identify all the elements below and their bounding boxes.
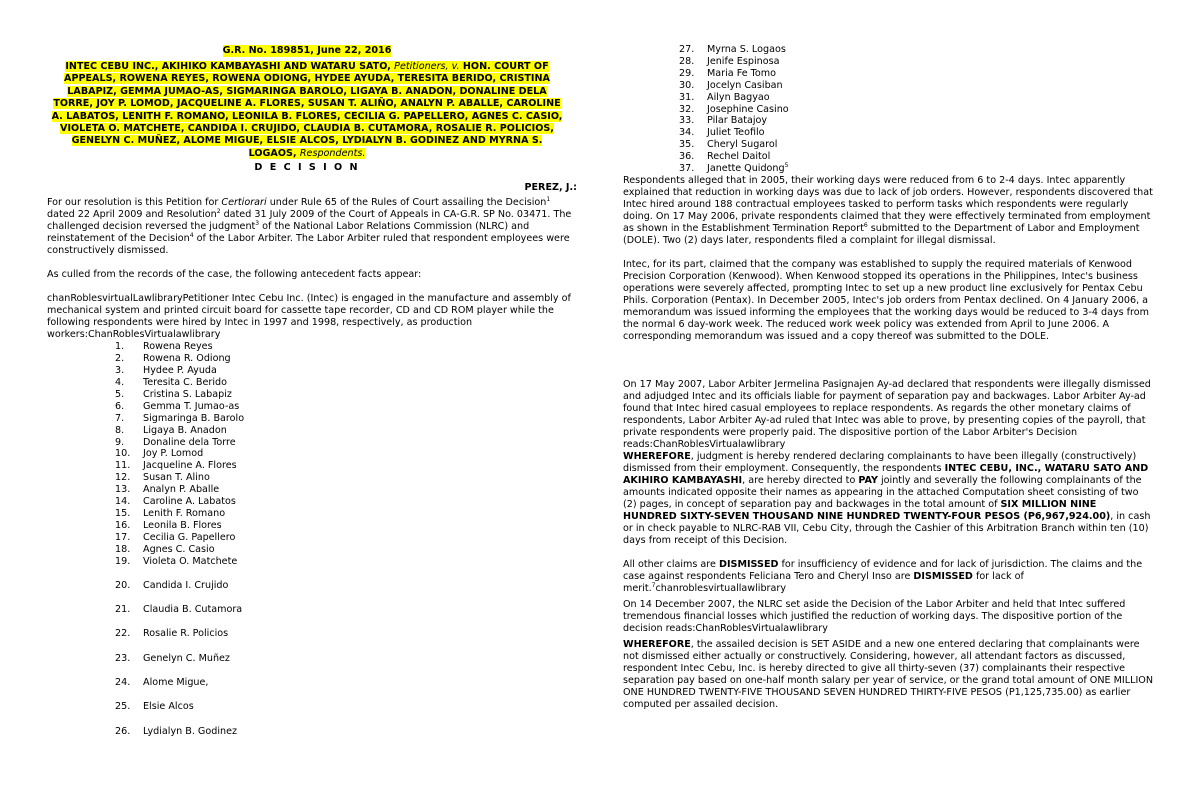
respondent-name: Jocelyn Casiban — [707, 79, 783, 91]
right-page — [623, 0, 1153, 711]
list-number: 37. — [679, 163, 695, 175]
list-item — [115, 544, 577, 556]
respondent-name: Donaline dela Torre — [143, 436, 236, 448]
paragraph-other-claims: All other claims are DISMISSED for insufficiency of evidence and for lack of jurisdiction. The claims and the case against respondents Feliciana Tero and Cheryl Inso are DISMISSED for lack of merit.$^7$chanroblesvirtuallawlibrary — [623, 558, 1143, 594]
respondent-name: Gemma T. Jumao-as — [143, 400, 240, 412]
respondent-name: Hydee P. Ayuda — [143, 365, 217, 377]
list-item — [115, 520, 577, 532]
petitioners-names: INTEC CEBU INC., AKIHIKO KAMBAYASHI AND WATARU SATO, — [65, 61, 391, 72]
list-item — [115, 556, 577, 568]
list-number: 27. — [679, 44, 695, 55]
gr-number: G.R. No. 189851, June 22, 2016 — [222, 45, 392, 56]
respondent-name: Rechel Daitol — [707, 151, 771, 163]
respondent-name: Jenife Espinosa — [707, 55, 780, 67]
respondent-name: Alome Migue, — [143, 677, 209, 689]
respondent-name: Ligaya B. Anadon — [143, 424, 227, 436]
respondent-name: Cheryl Sugarol — [707, 139, 778, 151]
list-item — [679, 80, 1153, 92]
decision-heading: D E C I S I O N — [254, 162, 360, 174]
respondent-name: Josephine Casino — [707, 103, 789, 115]
list-item — [115, 677, 577, 689]
list-item — [679, 104, 1153, 116]
ponente: PEREZ, J.: — [524, 182, 577, 194]
list-item — [115, 401, 577, 413]
respondent-name: Claudia B. Cutamora — [143, 604, 243, 616]
respondent-name: Rowena R. Odiong — [143, 353, 231, 365]
petitioners-label: Petitioners, v. — [394, 61, 460, 72]
list-item — [115, 448, 577, 460]
respondent-name: Lydialyn B. Godinez — [143, 725, 238, 737]
respondent-name: Maria Fe Tomo — [707, 67, 776, 79]
list-number: 12. — [115, 472, 131, 484]
respondents-label: Respondents. — [299, 147, 366, 159]
respondent-name: Pilar Batajoy — [707, 115, 768, 127]
list-number: 11. — [115, 460, 131, 472]
list-item — [679, 115, 1153, 127]
list-number: 22. — [115, 628, 131, 640]
paragraph-nlrc-dispositive: WHEREFORE, the assailed decision is SET ASIDE and a new one entered declaring that complainants were not dismissed either actually or constructively. Considering, however, all attendant factors as discussed, respondent Intec Cebu, Inc. is hereby directed to give all thirty-seven (37) complainants their respective separation pay based on one-half month salary per year of service, or the grand total amount of ONE MILLION ONE HUNDRED TWENTY-FIVE THOUSAND SEVEN HUNDRED THIRTY-FIVE PESOS (P1,125,735.00) as earlier computed per assailed decision. — [623, 638, 1154, 710]
respondent-name: Agnes C. Casio — [143, 543, 215, 555]
list-number: 13. — [115, 484, 131, 496]
respondents-list-left — [115, 341, 577, 737]
respondent-name: Violeta O. Matchete — [143, 555, 238, 567]
respondent-name: Joy P. Lomod — [143, 448, 204, 460]
respondent-name: Leonila B. Flores — [143, 519, 222, 531]
respondent-name: Teresita C. Berido — [143, 376, 227, 388]
list-item — [115, 496, 577, 508]
respondent-name: Jacqueline A. Flores — [143, 460, 237, 472]
list-item — [115, 628, 577, 640]
list-number: 17. — [115, 531, 131, 543]
respondent-name: Sigmaringa B. Barolo — [143, 412, 245, 424]
respondent-name: Cristina S. Labapiz — [143, 388, 232, 400]
list-item — [679, 127, 1153, 139]
list-number: 9. — [115, 436, 125, 448]
list-item — [115, 701, 577, 713]
paragraph-la-dispositive: WHEREFORE, judgment is hereby rendered declaring complainants to have been illegally (constructively) dismissed from their employment. Consequently, the respondents INTEC CEBU, INC., WATARU SATO AND AKIHIRO KAMBAYASHI, are hereby directed to PAY jointly and severally the following complainants of the amounts indicated opposite their names as appearing in the attached Computation sheet consisting of two (2) pages, in concept of separation pay and backwages in the total amount of SIX MILLION NINE HUNDRED SIXTY-SEVEN THOUSAND NINE HUNDRED TWENTY-FOUR PESOS (P6,967,924.00), in cash or in check payable to NLRC-RAB VII, Cebu City, through the Cashier of this Arbitration Branch within ten (10) days from receipt of this Decision. — [623, 450, 1151, 546]
paragraph-nlrc: On 14 December 2007, the NLRC set aside the Decision of the Labor Arbiter and held that Intec suffered tremendous financial losses which justified the reduction of working days. The dispositive portion of the decision reads:ChanRoblesVirtualawlibrary — [623, 598, 1126, 634]
list-number: 23. — [115, 652, 131, 664]
paragraph-intec-background: chanRoblesvirtualLawlibraryPetitioner Intec Cebu Inc. (Intec) is engaged in the manufacture and assembly of mechanical system and printed circuit board for cassette tape recorder, CD and CD ROM player while the following respondents were hired by Intec in 1997 and 1998, respectively, as production workers:ChanRoblesVirtualawlibrary — [47, 293, 571, 341]
list-item — [679, 92, 1153, 104]
paragraph-intec-claim: Intec, for its part, claimed that the company was established to supply the required materials of Kenwood Precision Corporation (Kenwood). When Kenwood stopped its operations in the Philippines, Intec's business operations were severely affected, prompting Intec to set up a new product line exclusively for Pentax Cebu Phils. Corporation (Pentax). In December 2005, Intec's job orders from Pentax declined. On 4 January 2006, a memorandum was issued informing the employees that the working days would be reduced to 3-4 days from the normal 6 day-work week. The reduced work week policy was extended from April to June 2006. A corresponding memorandum was issued and a copy thereof was submitted to the DOLE. — [623, 258, 1149, 342]
respondent-name: Rosalie R. Policios — [143, 628, 229, 640]
respondent-name: Analyn P. Aballe — [143, 484, 220, 496]
respondent-name: Janette Quidong — [707, 163, 785, 175]
list-number: 20. — [115, 579, 131, 591]
list-number: 15. — [115, 507, 131, 519]
respondent-name: Susan T. Alino — [143, 472, 210, 484]
list-number: 16. — [115, 519, 131, 531]
list-number: 7. — [115, 412, 125, 424]
paragraph-antecedents: As culled from the records of the case, the following antecedent facts appear: — [47, 269, 422, 281]
list-item: 37. Janette Quidong$^5$ — [679, 161, 789, 175]
paragraph-labor-arbiter: On 17 May 2007, Labor Arbiter Jermelina Pasignajen Ay-ad declared that respondents were illegally dismissed and adjudged Intec and its officials liable for payment of separation pay and backwages. Labor Arbiter Ay-ad found that Intec hired casual employees to replace respondents. As regards the other monetary claims of respondents, Labor Arbiter Ay-ad ruled that Intec was able to prove, by presenting copies of the payroll, that private respondents were properly paid. The dispositive portion of the Labor Arbiter's Decision reads:ChanRoblesVirtualawlibrary — [623, 378, 1151, 450]
list-number: 21. — [115, 604, 131, 616]
list-item — [115, 460, 577, 472]
list-number: 36. — [679, 151, 695, 163]
list-item — [679, 44, 1153, 56]
list-item — [115, 604, 577, 616]
list-number: 34. — [679, 127, 695, 139]
respondent-name: Cecilia G. Papellero — [143, 531, 236, 543]
list-number: 26. — [115, 725, 131, 737]
list-number: 3. — [115, 365, 125, 377]
respondent-name: Ailyn Bagyao — [707, 91, 770, 103]
respondent-name: Genelyn C. Muñez — [143, 652, 230, 664]
list-number: 28. — [679, 55, 695, 67]
list-number: 31. — [679, 91, 695, 103]
list-number: 19. — [115, 555, 131, 567]
list-number: 2. — [115, 353, 125, 365]
list-item — [679, 56, 1153, 68]
respondent-name: Lenith F. Romano — [143, 507, 226, 519]
respondent-name: Candida I. Crujido — [143, 579, 229, 591]
list-number: 4. — [115, 376, 125, 388]
respondent-name: Elsie Alcos — [143, 701, 194, 713]
left-page — [47, 0, 577, 738]
list-item — [679, 151, 1153, 163]
respondents-list-right — [679, 44, 1153, 175]
list-number: 10. — [115, 448, 131, 460]
list-number: 29. — [679, 67, 695, 79]
list-item — [115, 389, 577, 401]
case-caption — [47, 45, 567, 160]
list-item — [115, 653, 577, 665]
list-item — [115, 532, 577, 544]
list-item — [115, 377, 577, 389]
list-item — [115, 580, 577, 592]
list-number: 33. — [679, 115, 695, 127]
list-number: 18. — [115, 543, 131, 555]
list-item — [115, 365, 577, 377]
respondent-name: Caroline A. Labatos — [143, 496, 236, 508]
list-item — [679, 139, 1153, 151]
respondent-name: Rowena Reyes — [143, 341, 213, 353]
list-number: 24. — [115, 677, 131, 689]
list-number: 32. — [679, 103, 695, 115]
list-item — [115, 508, 577, 520]
list-item — [115, 484, 577, 496]
list-number: 6. — [115, 400, 125, 412]
list-item — [115, 413, 577, 425]
list-item — [115, 341, 577, 353]
list-number: 5. — [115, 388, 125, 400]
list-number: 30. — [679, 79, 695, 91]
paragraph-respondents-allegation: Respondents alleged that in 2005, their working days were reduced from 6 to 2-4 days. Intec apparently explained that reduction in working days was due to lack of job orders. However, respondents discovered that Intec hired around 188 contractual employees tasked to perform tasks which respondents were regularly doing. On 17 May 2006, private respondents claimed that they were effectively terminated from employment as shown in the Establishment Termination Report$^6$ submitted to the Department of Labor and Employment (DOLE). Two (2) days later, respondents filed a complaint for illegal dismissal. — [623, 174, 1153, 246]
case-parties — [52, 61, 563, 159]
list-number: 8. — [115, 424, 125, 436]
list-number: 1. — [115, 341, 125, 353]
list-item — [115, 726, 577, 738]
list-item — [115, 437, 577, 449]
respondent-name: Myrna S. Logaos — [707, 44, 786, 55]
respondent-name: Juliet Teofilo — [707, 127, 765, 139]
list-number: 14. — [115, 496, 131, 508]
list-item — [679, 68, 1153, 80]
list-item — [115, 425, 577, 437]
list-item — [115, 472, 577, 484]
list-number: 25. — [115, 701, 131, 713]
list-item — [115, 353, 577, 365]
paragraph-intro: For our resolution is this Petition for Certiorari under Rule 65 of the Rules of Court assailing the Decision$^1$ dated 22 April 2009 and Resolution$^2$ dated 31 July 2009 of the Court of Appeals in CA-G.R. SP No. 03471. The challenged decision reversed the judgment$^3$ of the National Labor Relations Commission (NLRC) and reinstatement of the Decision$^4$ of the Labor Arbiter. The Labor Arbiter ruled that respondent employees were constructively dismissed. — [47, 196, 572, 257]
list-number: 35. — [679, 139, 695, 151]
respondents-names: HON. COURT OF APPEALS, ROWENA REYES, ROWENA ODIONG, HYDEE AYUDA, TERESITA BERIDO, CRISTINA LABAPIZ, GEMMA JUMAO-AS, SIGMARINGA BAROLO, LIGAYA B. ANADON, DONALINE DELA TORRE, JOY P. LOMOD, JACQUELINE A. FLORES, SUSAN T. ALIÑO, ANALYN P. ABALLE, CAROLINE A. LABATOS, LENITH F. ROMANO, LEONILA B. FLORES, CECILIA G. PAPELLERO, AGNES C. CASIO, VIOLETA O. MATCHETE, CANDIDA I. CRUJIDO, CLAUDIA B. CUTAMORA, ROSALIE R. POLICIOS, GENELYN C. MUÑEZ, ALOME MIGUE, ELSIE ALCOS, LYDIALYN B. GODINEZ AND MYRNA S. LOGAOS, — [51, 61, 563, 159]
